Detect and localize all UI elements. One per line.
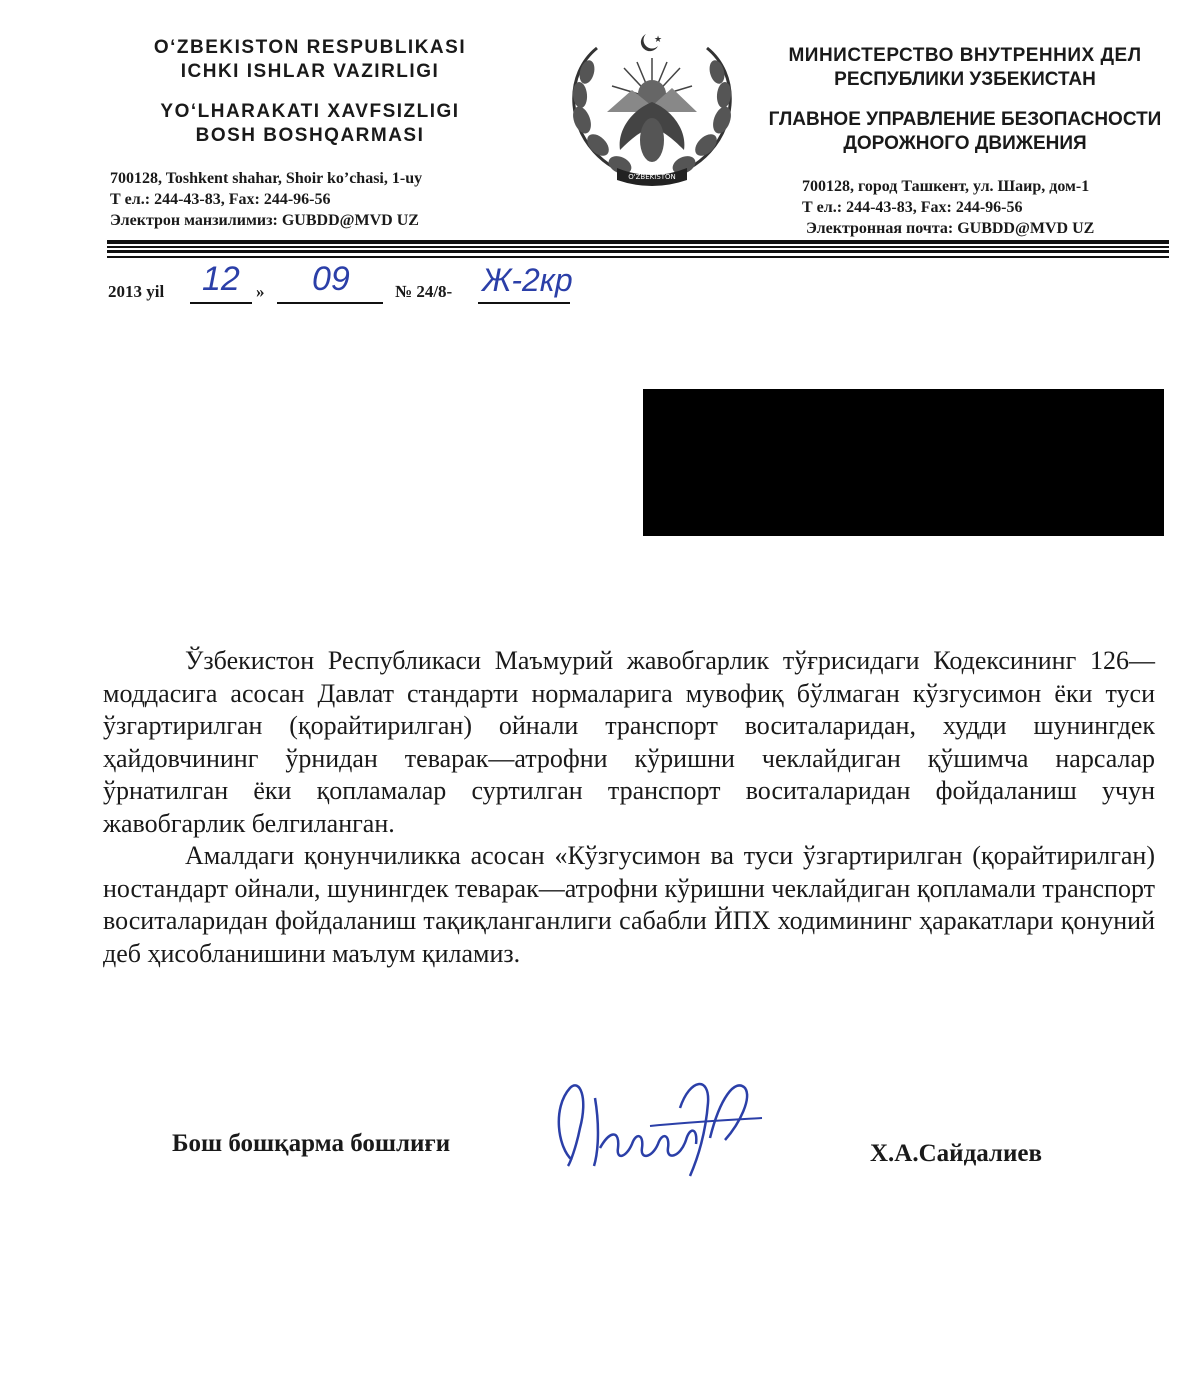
header-ru-email: Электронная почта: GUBDD@MVD UZ	[806, 220, 1095, 237]
header-uz-line2: ICHKI ISHLAR VAZIRLIGI	[180, 61, 440, 82]
header-ru-line2: РЕСПУБЛИКИ УЗБЕКИСТАН	[834, 69, 1096, 90]
header-ru-block	[760, 44, 1170, 156]
handwritten-signature	[540, 1068, 770, 1178]
header-rule	[107, 256, 1169, 258]
signature-icon	[540, 1068, 770, 1178]
header-uz-line4: BOSH BOSHQARMASI	[195, 125, 425, 146]
header-rule	[107, 240, 1169, 244]
header-uz-address: 700128, Toshkent shahar, Shoir ko’chasi, 1-uy	[110, 170, 423, 187]
doc-number-handwritten: Ж-2кр	[482, 262, 573, 298]
date-month-handwritten: 09	[312, 260, 350, 298]
header-uz-email: Электрон манзилимиз: GUBDD@MVD UZ	[110, 212, 419, 229]
state-emblem	[562, 20, 742, 188]
header-rule	[107, 250, 1169, 253]
signatory-name: Х.А.Сайдалиев	[870, 1140, 1042, 1167]
body-paragraph-1: Ўзбекистон Республикаси Маъмурий жавобгарлик тўғрисидаги Кодексининг 126—моддасига асосан Давлат стандарти нормаларига мувофиқ бўлмаган кўзгусимон ёки туси ўзгартирилган (қорайтирилган) ойнали транспорт воситаларидан, худди шунингдек ҳайдовчининг ўрнидан теварак—атрофни кўришни чеклайдиган қўшимча нарсалар ўрнатилган ёки қопламалар суртилган транспорт воситаларидан фойдаланиш учун жавобгарлик белгиланган.	[103, 646, 1155, 838]
redacted-recipient-block	[643, 389, 1164, 536]
emblem-icon	[562, 20, 742, 188]
header-ru-line3: ГЛАВНОЕ УПРАВЛЕНИЕ БЕЗОПАСНОСТИ	[768, 109, 1162, 130]
signatory-title: Бош бошқарма бошлиғи	[172, 1130, 451, 1157]
doc-number-underline	[478, 302, 570, 304]
header-uz-phones: Т ел.: 244-43-83, Fax: 244-96-56	[110, 191, 331, 208]
header-ru-phones: Т ел.: 244-43-83, Fax: 244-96-56	[802, 199, 1023, 216]
date-quote: »	[256, 282, 265, 301]
doc-number-label: № 24/8-	[395, 282, 453, 301]
date-year-label: 2013 yil	[108, 282, 165, 301]
header-uz-contacts	[110, 168, 500, 231]
body-paragraph-2: Амалдаги қонунчиликка асосан «Кўзгусимон ва туси ўзгартирилган (қорайтирилган) ностандарт ойнали, шунингдек теварак—атрофни кўришни чеклайдиган қопламали транспорт воситаларидан фойдаланиш тақиқланганлиги сабабли ЙПХ ходимининг ҳаракатлари қонуний деб ҳисобланишини маълум қиламиз.	[103, 841, 1155, 968]
header-ru-line1: МИНИСТЕРСТВО ВНУТРЕННИХ ДЕЛ	[788, 45, 1142, 66]
header-ru-line4: ДОРОЖНОГО ДВИЖЕНИЯ	[843, 133, 1087, 154]
header-uz-block	[120, 36, 500, 148]
letter-body	[103, 645, 1155, 970]
date-day-handwritten: 12	[202, 260, 240, 298]
header-ru-address: 700128, город Ташкент, ул. Шаир, дом-1	[802, 178, 1090, 195]
header-uz-line1: O‘ZBEKISTON RESPUBLIKASI	[153, 37, 467, 58]
date-month-underline	[277, 302, 383, 304]
emblem-ribbon-text: O'ZBEKISTON	[628, 173, 676, 181]
header-uz-line3: YO‘LHARAKATI XAVFSIZLIGI	[160, 101, 460, 122]
header-rule	[107, 246, 1169, 248]
svg-text:★: ★	[654, 35, 663, 45]
date-day-underline	[190, 302, 252, 304]
header-ru-contacts	[802, 176, 1162, 239]
